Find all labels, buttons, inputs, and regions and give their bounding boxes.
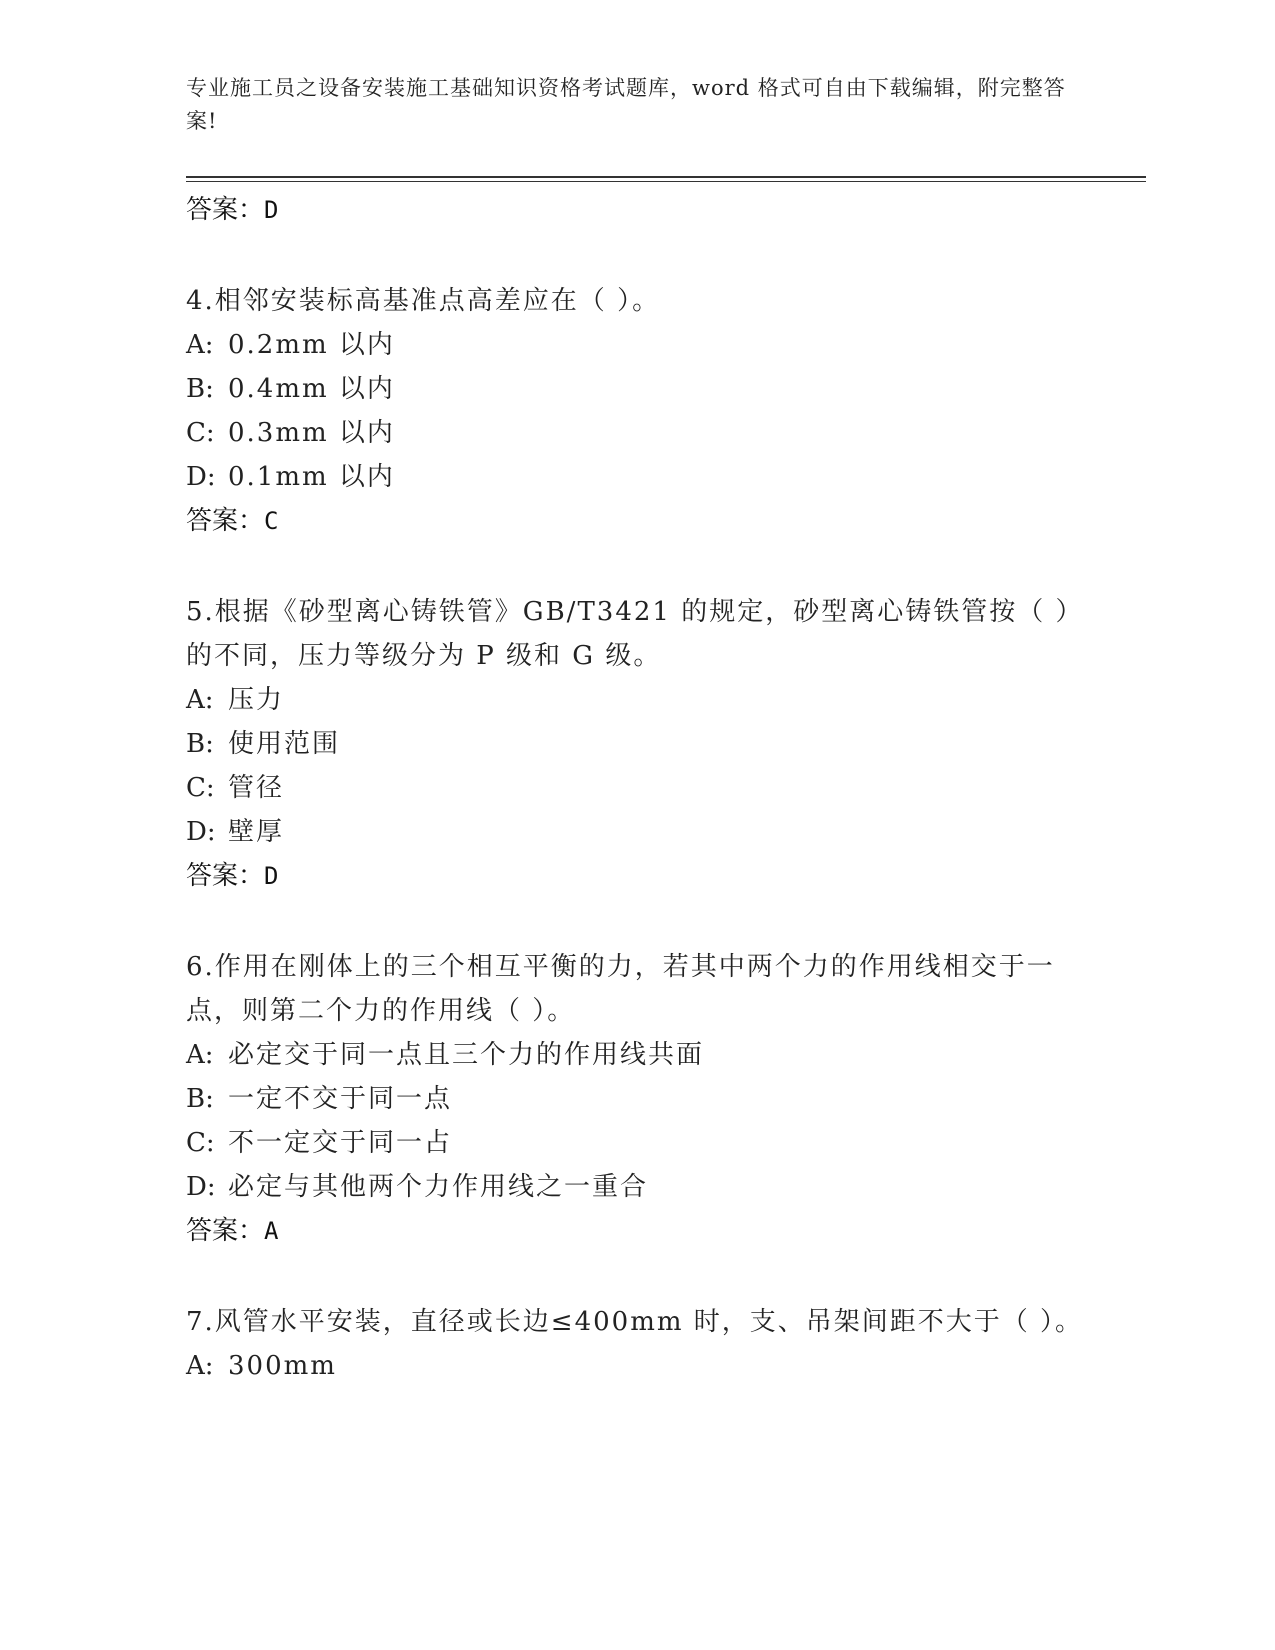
question-stem: 4.相邻安装标高基准点高差应在（ ）。 bbox=[186, 286, 661, 316]
option-b bbox=[186, 722, 1086, 766]
answer-value: D bbox=[264, 196, 279, 224]
option-text: 0.4mm 以内 bbox=[228, 374, 395, 404]
option-a bbox=[186, 1344, 1086, 1388]
option-b bbox=[186, 367, 1086, 411]
option-key: B: bbox=[186, 1084, 214, 1114]
question-stem: 5.根据《砂型离心铸铁管》GB/T3421 的规定，砂型离心铸铁管按（ ）的不同，压力等级分为 P 级和 G 级。 bbox=[186, 597, 1084, 671]
document-header: 专业施工员之设备安装施工基础知识资格考试题库，word 格式可自由下载编辑，附完整答案! bbox=[186, 76, 1066, 133]
question-list bbox=[186, 188, 1086, 1388]
option-a bbox=[186, 323, 1086, 367]
option-key: C: bbox=[186, 773, 215, 803]
option-text: 300mm bbox=[228, 1351, 337, 1381]
answer-value: A bbox=[264, 1217, 279, 1245]
answer-line bbox=[186, 854, 1086, 898]
option-text: 不一定交于同一占 bbox=[228, 1128, 453, 1158]
option-key: B: bbox=[186, 374, 214, 404]
option-d bbox=[186, 455, 1086, 499]
option-a bbox=[186, 678, 1086, 722]
option-text: 管径 bbox=[228, 773, 285, 803]
previous-answer-line bbox=[186, 188, 1086, 232]
answer-value: C bbox=[264, 507, 279, 535]
option-d bbox=[186, 1165, 1086, 1209]
option-c bbox=[186, 1121, 1086, 1165]
answer-label: 答案： bbox=[186, 861, 265, 891]
answer-value: D bbox=[264, 862, 279, 890]
option-text: 0.2mm 以内 bbox=[228, 330, 395, 360]
answer-label: 答案： bbox=[186, 506, 265, 536]
header-divider-thin bbox=[186, 181, 1146, 182]
answer-label: 答案： bbox=[186, 1216, 265, 1246]
answer-label: 答案： bbox=[186, 195, 265, 225]
option-text: 0.1mm 以内 bbox=[228, 462, 395, 492]
option-text: 一定不交于同一点 bbox=[228, 1084, 453, 1114]
option-key: D: bbox=[186, 1172, 216, 1202]
question-5 bbox=[186, 590, 1086, 898]
question-stem: 7.风管水平安装，直径或长边≤400mm 时，支、吊架间距不大于（ ）。 bbox=[186, 1307, 1084, 1337]
option-c bbox=[186, 411, 1086, 455]
answer-line bbox=[186, 499, 1086, 543]
option-key: C: bbox=[186, 1128, 215, 1158]
question-7 bbox=[186, 1300, 1086, 1388]
question-6 bbox=[186, 945, 1086, 1253]
option-text: 壁厚 bbox=[228, 817, 285, 847]
option-c bbox=[186, 766, 1086, 810]
header-divider-thick bbox=[186, 176, 1146, 178]
option-d bbox=[186, 810, 1086, 854]
option-text: 必定与其他两个力作用线之一重合 bbox=[228, 1172, 649, 1202]
option-key: D: bbox=[186, 817, 216, 847]
option-text: 必定交于同一点且三个力的作用线共面 bbox=[228, 1040, 705, 1070]
option-key: C: bbox=[186, 418, 215, 448]
option-key: D: bbox=[186, 462, 216, 492]
option-key: A: bbox=[186, 1351, 214, 1381]
option-key: A: bbox=[186, 685, 214, 715]
option-text: 压力 bbox=[228, 685, 285, 715]
answer-line bbox=[186, 1209, 1086, 1253]
option-key: A: bbox=[186, 1040, 214, 1070]
option-text: 0.3mm 以内 bbox=[228, 418, 395, 448]
option-a bbox=[186, 1033, 1086, 1077]
question-4 bbox=[186, 279, 1086, 543]
option-text: 使用范围 bbox=[228, 729, 341, 759]
option-b bbox=[186, 1077, 1086, 1121]
option-key: A: bbox=[186, 330, 214, 360]
question-stem: 6.作用在刚体上的三个相互平衡的力，若其中两个力的作用线相交于一点，则第二个力的作用线（ ）。 bbox=[186, 952, 1055, 1026]
option-key: B: bbox=[186, 729, 214, 759]
